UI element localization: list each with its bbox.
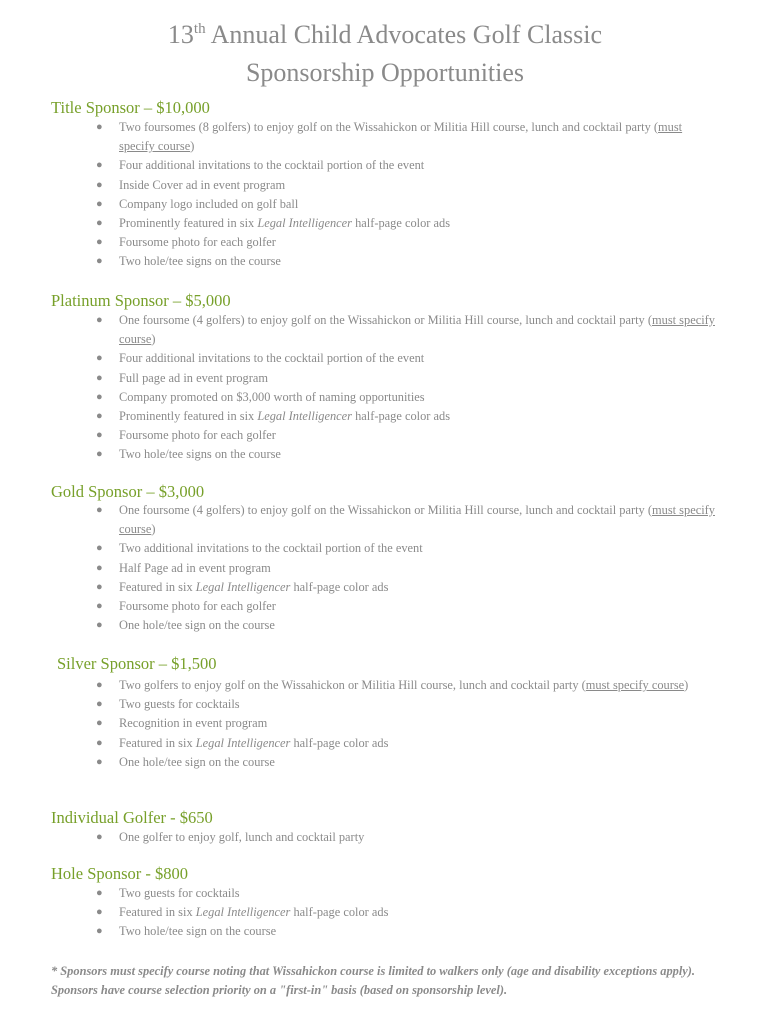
title-number: 13	[167, 20, 194, 49]
list-item: ● One hole/tee sign on the course	[95, 753, 715, 772]
bullet-dot-icon: ●	[96, 755, 103, 768]
list-item: ● Two guests for cocktails	[95, 695, 715, 714]
section-heading-hole-sponsor: Hole Sponsor - $800	[51, 864, 189, 883]
title-ordinal-suffix: th	[193, 21, 206, 37]
section-heading-title-sponsor: Title Sponsor – $10,000	[51, 98, 210, 117]
bullet-dot-icon: ●	[96, 371, 103, 384]
bullet-dot-icon: ●	[96, 121, 103, 133]
list-item: ● Two guests for cocktails	[95, 884, 715, 903]
bullet-dot-icon: ●	[96, 178, 103, 191]
bullet-dot-icon: ●	[96, 429, 103, 442]
bullet-dot-icon: ●	[96, 679, 103, 691]
bullet-dot-icon: ●	[96, 159, 103, 172]
bullet-dot-icon: ●	[96, 236, 103, 249]
list-item: ● Company promoted on $3,000 worth of naming opportunities	[95, 388, 715, 407]
list-item: ● Half Page ad in event program	[95, 559, 715, 578]
section-list-gold-sponsor	[95, 501, 715, 635]
list-item: ● Full page ad in event program	[95, 369, 715, 388]
list-item: ● Two hole/tee signs on the course	[95, 252, 715, 271]
bullet-dot-icon: ●	[96, 717, 103, 730]
bullet-dot-icon: ●	[96, 736, 103, 749]
bullet-dot-icon: ●	[96, 314, 103, 326]
bullet-dot-icon: ●	[96, 504, 103, 516]
bullet-dot-icon: ●	[96, 542, 103, 555]
bullet-dot-icon: ●	[96, 561, 103, 574]
list-item: ● Recognition in event program	[95, 714, 715, 733]
bullet-dot-icon: ●	[96, 390, 103, 403]
bullet-dot-icon: ●	[96, 352, 103, 365]
title-line-1	[0, 18, 770, 56]
section-heading-gold-sponsor: Gold Sponsor – $3,000	[51, 482, 205, 501]
list-item: ● Inside Cover ad in event program	[95, 176, 715, 195]
list-item: ● Foursome photo for each golfer	[95, 426, 715, 445]
bullet-dot-icon: ●	[96, 580, 103, 593]
section-heading-silver-sponsor: Silver Sponsor – $1,500	[57, 654, 217, 673]
list-item: ● Four additional invitations to the cocktail portion of the event	[95, 156, 715, 175]
bullet-dot-icon: ●	[96, 887, 103, 899]
list-item: ● Company logo included on golf ball	[95, 195, 715, 214]
footnote: * Sponsors must specify course noting that Wissahickon course is limited to walkers only (age and disability exceptions apply). Sponsors have course selection priority on a "first-in" basis (based on sponsorship level).	[51, 964, 696, 997]
list-item: ● Two foursomes (8 golfers) to enjoy golf on the Wissahickon or Militia Hill course, lunch and cocktail party (must specify course)	[96, 120, 683, 154]
list-item: ● Featured in six Legal Intelligencer half-page color ads	[95, 734, 715, 753]
list-item: ● One foursome (4 golfers) to enjoy golf on the Wissahickon or Militia Hill course, lunch and cocktail party (must specify course)	[96, 503, 715, 537]
bullet-dot-icon: ●	[96, 197, 103, 210]
section-list-title-sponsor	[95, 118, 715, 272]
bullet-dot-icon: ●	[96, 448, 103, 461]
list-item: ● Foursome photo for each golfer	[95, 597, 715, 616]
section-list-platinum-sponsor	[95, 311, 715, 465]
list-item: ● Four additional invitations to the cocktail portion of the event	[95, 349, 715, 368]
section-list-hole-sponsor	[95, 884, 715, 942]
bullet-dot-icon: ●	[96, 698, 103, 711]
bullet-dot-icon: ●	[96, 831, 103, 843]
list-item: ● One hole/tee sign on the course	[95, 616, 715, 635]
list-item: ● Featured in six Legal Intelligencer half-page color ads	[95, 903, 715, 922]
bullet-dot-icon: ●	[96, 255, 103, 268]
list-item: ● Two golfers to enjoy golf on the Wissahickon or Militia Hill course, lunch and cocktail party (must specify course)	[95, 676, 715, 695]
list-item: ● Prominently featured in six Legal Intelligencer half-page color ads	[95, 214, 715, 233]
list-item: ● Prominently featured in six Legal Intelligencer half-page color ads	[95, 407, 715, 426]
list-item: ● One foursome (4 golfers) to enjoy golf on the Wissahickon or Militia Hill course, lunch and cocktail party (must specify course)	[96, 313, 715, 347]
section-list-individual-golfer	[95, 828, 715, 847]
bullet-dot-icon: ●	[96, 925, 103, 938]
title-event-name: Annual Child Advocates Golf Classic	[205, 20, 603, 49]
bullet-dot-icon: ●	[96, 906, 103, 919]
list-item: ● One golfer to enjoy golf, lunch and cocktail party	[95, 828, 715, 847]
list-item: ● Two hole/tee sign on the course	[95, 922, 715, 941]
list-item: ● Two hole/tee signs on the course	[95, 445, 715, 464]
list-item: ● Two additional invitations to the cocktail portion of the event	[95, 539, 715, 558]
bullet-dot-icon: ●	[96, 619, 103, 632]
list-item: ● Featured in six Legal Intelligencer half-page color ads	[95, 578, 715, 597]
section-list-silver-sponsor	[95, 676, 715, 772]
bullet-dot-icon: ●	[96, 410, 103, 423]
list-item: ● Foursome photo for each golfer	[95, 233, 715, 252]
bullet-dot-icon: ●	[96, 217, 103, 230]
page-title	[0, 18, 770, 89]
section-heading-individual-golfer: Individual Golfer - $650	[51, 808, 213, 827]
bullet-dot-icon: ●	[96, 600, 103, 613]
section-heading-platinum-sponsor: Platinum Sponsor – $5,000	[51, 291, 231, 310]
title-line-2: Sponsorship Opportunities	[245, 58, 525, 87]
